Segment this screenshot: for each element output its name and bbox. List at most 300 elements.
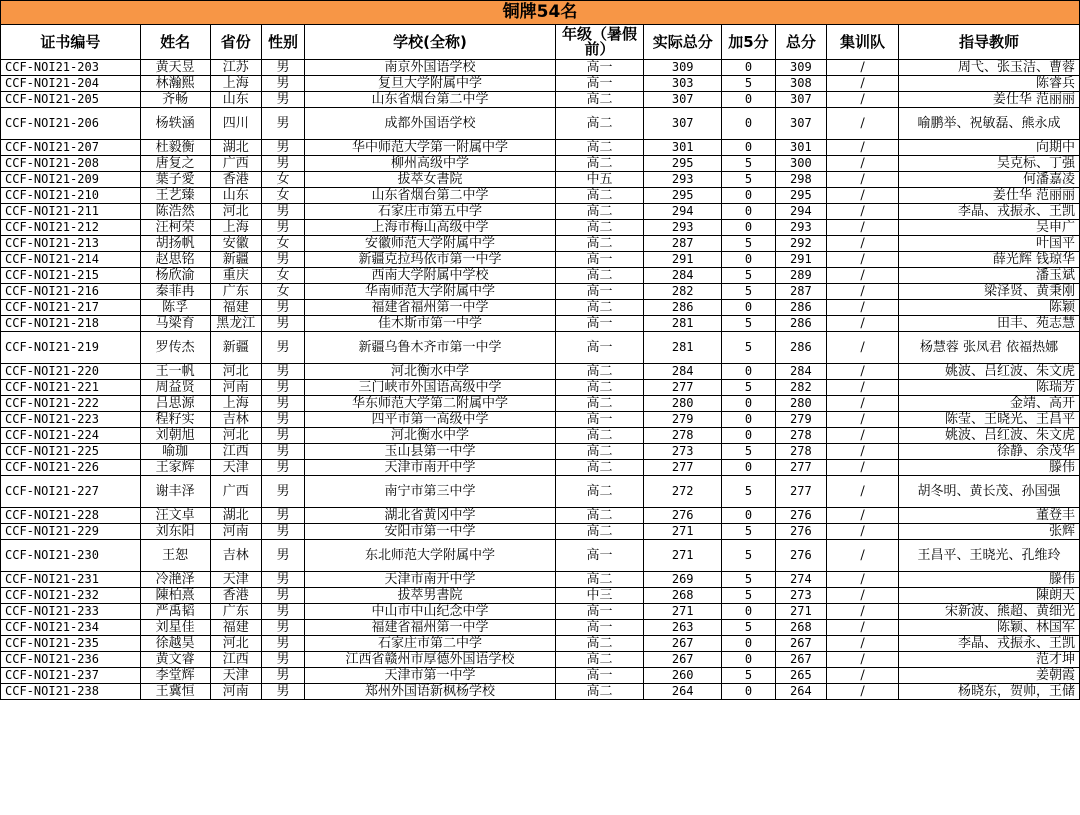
- school-cell: 山东省烟台第二中学: [305, 92, 556, 108]
- total-cell: 278: [775, 428, 826, 444]
- teacher-cell: 周弋、张玉洁、曹蓉: [898, 60, 1079, 76]
- gender-cell: 男: [261, 92, 304, 108]
- school-cell: 华东师范大学第二附属中学: [305, 396, 556, 412]
- grade-cell: 高二: [555, 444, 643, 460]
- province-cell: 广东: [210, 284, 261, 300]
- training-team-cell: /: [827, 252, 899, 268]
- table-row: [1, 156, 1080, 172]
- training-team-cell: /: [827, 140, 899, 156]
- province-cell: 江西: [210, 652, 261, 668]
- grade-cell: 高二: [555, 364, 643, 380]
- province-cell: 河南: [210, 524, 261, 540]
- bonus-cell: 0: [722, 300, 775, 316]
- bonus-cell: 5: [722, 156, 775, 172]
- table-row: [1, 284, 1080, 300]
- column-header: 集训队: [827, 25, 899, 60]
- training-team-cell: /: [827, 508, 899, 524]
- grade-cell: 高二: [555, 140, 643, 156]
- name-cell: 黄天昱: [140, 60, 210, 76]
- school-cell: 天津市第一中学: [305, 668, 556, 684]
- province-cell: 天津: [210, 572, 261, 588]
- table-row: [1, 540, 1080, 572]
- cert-id-cell: CCF-NOI21-203: [1, 60, 141, 76]
- name-cell: 唐复之: [140, 156, 210, 172]
- total-cell: 276: [775, 508, 826, 524]
- raw-score-cell: 268: [644, 588, 722, 604]
- raw-score-cell: 277: [644, 460, 722, 476]
- table-row: [1, 460, 1080, 476]
- name-cell: 林瀚熙: [140, 76, 210, 92]
- training-team-cell: /: [827, 364, 899, 380]
- teacher-cell: 姜朝霞: [898, 668, 1079, 684]
- cert-id-cell: CCF-NOI21-237: [1, 668, 141, 684]
- teacher-cell: 梁泽贤、黄秉刚: [898, 284, 1079, 300]
- teacher-cell: 叶国平: [898, 236, 1079, 252]
- cert-id-cell: CCF-NOI21-208: [1, 156, 141, 172]
- grade-cell: 高一: [555, 540, 643, 572]
- teacher-cell: 吴克标、丁强: [898, 156, 1079, 172]
- training-team-cell: /: [827, 428, 899, 444]
- province-cell: 河北: [210, 428, 261, 444]
- raw-score-cell: 279: [644, 412, 722, 428]
- school-cell: 拔萃男書院: [305, 588, 556, 604]
- bonus-cell: 0: [722, 60, 775, 76]
- gender-cell: 女: [261, 236, 304, 252]
- teacher-cell: 吴申广: [898, 220, 1079, 236]
- total-cell: 293: [775, 220, 826, 236]
- training-team-cell: /: [827, 412, 899, 428]
- raw-score-cell: 269: [644, 572, 722, 588]
- total-cell: 265: [775, 668, 826, 684]
- bonus-cell: 5: [722, 284, 775, 300]
- table-row: [1, 76, 1080, 92]
- cert-id-cell: CCF-NOI21-236: [1, 652, 141, 668]
- school-cell: 华南师范大学附属中学: [305, 284, 556, 300]
- cert-id-cell: CCF-NOI21-224: [1, 428, 141, 444]
- name-cell: 汪柯荣: [140, 220, 210, 236]
- province-cell: 河南: [210, 684, 261, 700]
- training-team-cell: /: [827, 588, 899, 604]
- raw-score-cell: 301: [644, 140, 722, 156]
- gender-cell: 男: [261, 588, 304, 604]
- column-header-row: [1, 25, 1080, 60]
- table-row: [1, 668, 1080, 684]
- table-row: [1, 620, 1080, 636]
- teacher-cell: 董登丰: [898, 508, 1079, 524]
- total-cell: 286: [775, 300, 826, 316]
- table-row: [1, 332, 1080, 364]
- grade-cell: 高二: [555, 524, 643, 540]
- grade-cell: 高二: [555, 156, 643, 172]
- bonus-cell: 0: [722, 204, 775, 220]
- cert-id-cell: CCF-NOI21-217: [1, 300, 141, 316]
- school-cell: 福建省福州第一中学: [305, 620, 556, 636]
- raw-score-cell: 272: [644, 476, 722, 508]
- training-team-cell: /: [827, 476, 899, 508]
- school-cell: 石家庄市第二中学: [305, 636, 556, 652]
- gender-cell: 男: [261, 540, 304, 572]
- bonus-cell: 0: [722, 652, 775, 668]
- raw-score-cell: 273: [644, 444, 722, 460]
- gender-cell: 男: [261, 668, 304, 684]
- grade-cell: 高二: [555, 236, 643, 252]
- cert-id-cell: CCF-NOI21-227: [1, 476, 141, 508]
- total-cell: 287: [775, 284, 826, 300]
- bonus-cell: 0: [722, 220, 775, 236]
- training-team-cell: /: [827, 668, 899, 684]
- gender-cell: 女: [261, 172, 304, 188]
- cert-id-cell: CCF-NOI21-220: [1, 364, 141, 380]
- cert-id-cell: CCF-NOI21-222: [1, 396, 141, 412]
- cert-id-cell: CCF-NOI21-230: [1, 540, 141, 572]
- grade-cell: 高二: [555, 268, 643, 284]
- grade-cell: 高二: [555, 684, 643, 700]
- gender-cell: 男: [261, 364, 304, 380]
- table-row: [1, 252, 1080, 268]
- table-row: [1, 572, 1080, 588]
- grade-cell: 高二: [555, 508, 643, 524]
- table-row: [1, 444, 1080, 460]
- province-cell: 香港: [210, 172, 261, 188]
- title-row: [1, 1, 1080, 25]
- training-team-cell: /: [827, 604, 899, 620]
- bonus-cell: 5: [722, 316, 775, 332]
- grade-cell: 高二: [555, 460, 643, 476]
- cert-id-cell: CCF-NOI21-226: [1, 460, 141, 476]
- raw-score-cell: 281: [644, 316, 722, 332]
- name-cell: 陳柏熹: [140, 588, 210, 604]
- name-cell: 汪文卓: [140, 508, 210, 524]
- grade-cell: 高二: [555, 108, 643, 140]
- column-header: 性别: [261, 25, 304, 60]
- training-team-cell: /: [827, 92, 899, 108]
- grade-cell: 高二: [555, 220, 643, 236]
- teacher-cell: 喻鹏举、祝敏磊、熊永成: [898, 108, 1079, 140]
- total-cell: 268: [775, 620, 826, 636]
- training-team-cell: /: [827, 684, 899, 700]
- raw-score-cell: 293: [644, 220, 722, 236]
- school-cell: 天津市南开中学: [305, 460, 556, 476]
- training-team-cell: /: [827, 652, 899, 668]
- grade-cell: 高一: [555, 412, 643, 428]
- gender-cell: 男: [261, 620, 304, 636]
- province-cell: 广东: [210, 604, 261, 620]
- gender-cell: 女: [261, 268, 304, 284]
- school-cell: 复旦大学附属中学: [305, 76, 556, 92]
- grade-cell: 高一: [555, 252, 643, 268]
- cert-id-cell: CCF-NOI21-215: [1, 268, 141, 284]
- total-cell: 286: [775, 316, 826, 332]
- province-cell: 河北: [210, 364, 261, 380]
- table-row: [1, 524, 1080, 540]
- raw-score-cell: 295: [644, 156, 722, 172]
- raw-score-cell: 267: [644, 652, 722, 668]
- name-cell: 徐越昊: [140, 636, 210, 652]
- gender-cell: 男: [261, 332, 304, 364]
- table-row: [1, 604, 1080, 620]
- teacher-cell: 宋新波、熊超、黄细光: [898, 604, 1079, 620]
- school-cell: 安阳市第一中学: [305, 524, 556, 540]
- raw-score-cell: 264: [644, 684, 722, 700]
- column-header: 年级（暑假前）: [555, 25, 643, 60]
- bonus-cell: 0: [722, 508, 775, 524]
- name-cell: 王恕: [140, 540, 210, 572]
- training-team-cell: /: [827, 268, 899, 284]
- cert-id-cell: CCF-NOI21-223: [1, 412, 141, 428]
- teacher-cell: 滕伟: [898, 460, 1079, 476]
- grade-cell: 高一: [555, 316, 643, 332]
- total-cell: 271: [775, 604, 826, 620]
- table-row: [1, 268, 1080, 284]
- cert-id-cell: CCF-NOI21-232: [1, 588, 141, 604]
- table-row: [1, 60, 1080, 76]
- teacher-cell: 陈瑞芳: [898, 380, 1079, 396]
- province-cell: 江苏: [210, 60, 261, 76]
- province-cell: 天津: [210, 460, 261, 476]
- total-cell: 307: [775, 92, 826, 108]
- grade-cell: 高一: [555, 604, 643, 620]
- school-cell: 成都外国语学校: [305, 108, 556, 140]
- grade-cell: 高二: [555, 636, 643, 652]
- column-header: 总分: [775, 25, 826, 60]
- total-cell: 278: [775, 444, 826, 460]
- raw-score-cell: 277: [644, 380, 722, 396]
- cert-id-cell: CCF-NOI21-205: [1, 92, 141, 108]
- bonus-cell: 0: [722, 636, 775, 652]
- province-cell: 新疆: [210, 252, 261, 268]
- bonus-cell: 5: [722, 76, 775, 92]
- name-cell: 刘星佳: [140, 620, 210, 636]
- grade-cell: 高二: [555, 396, 643, 412]
- table-row: [1, 684, 1080, 700]
- training-team-cell: /: [827, 236, 899, 252]
- name-cell: 葉子愛: [140, 172, 210, 188]
- grade-cell: 高二: [555, 476, 643, 508]
- name-cell: 喻珈: [140, 444, 210, 460]
- name-cell: 马梁育: [140, 316, 210, 332]
- province-cell: 上海: [210, 76, 261, 92]
- cert-id-cell: CCF-NOI21-214: [1, 252, 141, 268]
- gender-cell: 男: [261, 252, 304, 268]
- total-cell: 277: [775, 476, 826, 508]
- bonus-cell: 0: [722, 92, 775, 108]
- name-cell: 刘东阳: [140, 524, 210, 540]
- raw-score-cell: 271: [644, 604, 722, 620]
- cert-id-cell: CCF-NOI21-206: [1, 108, 141, 140]
- cert-id-cell: CCF-NOI21-225: [1, 444, 141, 460]
- teacher-cell: 李晶、戎振永、王凯: [898, 636, 1079, 652]
- grade-cell: 高二: [555, 188, 643, 204]
- gender-cell: 男: [261, 220, 304, 236]
- table-row: [1, 236, 1080, 252]
- teacher-cell: 徐静、余茂华: [898, 444, 1079, 460]
- name-cell: 秦菲冉: [140, 284, 210, 300]
- province-cell: 吉林: [210, 412, 261, 428]
- gender-cell: 男: [261, 380, 304, 396]
- school-cell: 三门峡市外国语高级中学: [305, 380, 556, 396]
- name-cell: 杜毅衡: [140, 140, 210, 156]
- province-cell: 河南: [210, 380, 261, 396]
- training-team-cell: /: [827, 460, 899, 476]
- cert-id-cell: CCF-NOI21-228: [1, 508, 141, 524]
- bonus-cell: 0: [722, 604, 775, 620]
- school-cell: 中山市中山纪念中学: [305, 604, 556, 620]
- total-cell: 286: [775, 332, 826, 364]
- name-cell: 赵思铭: [140, 252, 210, 268]
- grade-cell: 高二: [555, 380, 643, 396]
- name-cell: 陈浩然: [140, 204, 210, 220]
- teacher-cell: 向期中: [898, 140, 1079, 156]
- training-team-cell: /: [827, 444, 899, 460]
- grade-cell: 高二: [555, 300, 643, 316]
- school-cell: 南宁市第三中学: [305, 476, 556, 508]
- table-row: [1, 380, 1080, 396]
- table-row: [1, 588, 1080, 604]
- grade-cell: 高一: [555, 76, 643, 92]
- school-cell: 福建省福州第一中学: [305, 300, 556, 316]
- bonus-cell: 5: [722, 668, 775, 684]
- teacher-cell: 金靖、高开: [898, 396, 1079, 412]
- province-cell: 新疆: [210, 332, 261, 364]
- school-cell: 西南大学附属中学校: [305, 268, 556, 284]
- gender-cell: 男: [261, 412, 304, 428]
- school-cell: 河北衡水中学: [305, 364, 556, 380]
- column-header: 学校(全称): [305, 25, 556, 60]
- table-row: [1, 220, 1080, 236]
- province-cell: 山东: [210, 188, 261, 204]
- raw-score-cell: 271: [644, 540, 722, 572]
- training-team-cell: /: [827, 284, 899, 300]
- table-row: [1, 364, 1080, 380]
- raw-score-cell: 263: [644, 620, 722, 636]
- cert-id-cell: CCF-NOI21-211: [1, 204, 141, 220]
- school-cell: 河北衡水中学: [305, 428, 556, 444]
- province-cell: 黑龙江: [210, 316, 261, 332]
- bonus-cell: 0: [722, 252, 775, 268]
- teacher-cell: 田丰、苑志慧: [898, 316, 1079, 332]
- teacher-cell: 杨慧蓉 张凤君 依福热娜: [898, 332, 1079, 364]
- gender-cell: 男: [261, 76, 304, 92]
- school-cell: 佳木斯市第一中学: [305, 316, 556, 332]
- province-cell: 江西: [210, 444, 261, 460]
- gender-cell: 男: [261, 652, 304, 668]
- total-cell: 267: [775, 636, 826, 652]
- province-cell: 河北: [210, 204, 261, 220]
- school-cell: 江西省赣州市厚德外国语学校: [305, 652, 556, 668]
- name-cell: 吕思源: [140, 396, 210, 412]
- province-cell: 广西: [210, 476, 261, 508]
- province-cell: 吉林: [210, 540, 261, 572]
- school-cell: 玉山县第一中学: [305, 444, 556, 460]
- teacher-cell: 杨晓东，贺帅，王储: [898, 684, 1079, 700]
- table-row: [1, 188, 1080, 204]
- gender-cell: 男: [261, 684, 304, 700]
- teacher-cell: 陈莹、王晓光、王昌平: [898, 412, 1079, 428]
- name-cell: 黄文睿: [140, 652, 210, 668]
- total-cell: 274: [775, 572, 826, 588]
- school-cell: 石家庄市第五中学: [305, 204, 556, 220]
- grade-cell: 高二: [555, 92, 643, 108]
- total-cell: 301: [775, 140, 826, 156]
- gender-cell: 男: [261, 476, 304, 508]
- name-cell: 王一帆: [140, 364, 210, 380]
- training-team-cell: /: [827, 108, 899, 140]
- bonus-cell: 0: [722, 188, 775, 204]
- table-row: [1, 300, 1080, 316]
- province-cell: 福建: [210, 620, 261, 636]
- province-cell: 重庆: [210, 268, 261, 284]
- total-cell: 273: [775, 588, 826, 604]
- table-row: [1, 476, 1080, 508]
- total-cell: 280: [775, 396, 826, 412]
- bonus-cell: 0: [722, 684, 775, 700]
- gender-cell: 男: [261, 428, 304, 444]
- cert-id-cell: CCF-NOI21-204: [1, 76, 141, 92]
- total-cell: 309: [775, 60, 826, 76]
- name-cell: 李堂辉: [140, 668, 210, 684]
- training-team-cell: /: [827, 396, 899, 412]
- name-cell: 王冀恒: [140, 684, 210, 700]
- gender-cell: 男: [261, 300, 304, 316]
- teacher-cell: 姚波、吕红波、朱文虎: [898, 364, 1079, 380]
- cert-id-cell: CCF-NOI21-233: [1, 604, 141, 620]
- teacher-cell: 范才坤: [898, 652, 1079, 668]
- teacher-cell: 王昌平、王晓光、孔维玲: [898, 540, 1079, 572]
- gender-cell: 女: [261, 188, 304, 204]
- school-cell: 新疆克拉玛依市第一中学: [305, 252, 556, 268]
- teacher-cell: 陈颖、林国军: [898, 620, 1079, 636]
- column-header: 证书编号: [1, 25, 141, 60]
- bonus-cell: 0: [722, 108, 775, 140]
- bonus-cell: 5: [722, 620, 775, 636]
- raw-score-cell: 280: [644, 396, 722, 412]
- column-header: 姓名: [140, 25, 210, 60]
- table-row: [1, 396, 1080, 412]
- name-cell: 谢丰泽: [140, 476, 210, 508]
- gender-cell: 男: [261, 204, 304, 220]
- column-header: 加5分: [722, 25, 775, 60]
- raw-score-cell: 260: [644, 668, 722, 684]
- training-team-cell: /: [827, 172, 899, 188]
- table-row: [1, 508, 1080, 524]
- name-cell: 刘朝旭: [140, 428, 210, 444]
- cert-id-cell: CCF-NOI21-218: [1, 316, 141, 332]
- bonus-cell: 5: [722, 332, 775, 364]
- teacher-cell: 李晶、戎振永、王凯: [898, 204, 1079, 220]
- raw-score-cell: 287: [644, 236, 722, 252]
- total-cell: 267: [775, 652, 826, 668]
- name-cell: 周益贤: [140, 380, 210, 396]
- gender-cell: 男: [261, 444, 304, 460]
- grade-cell: 高一: [555, 332, 643, 364]
- school-cell: 四平市第一高级中学: [305, 412, 556, 428]
- bonus-cell: 0: [722, 428, 775, 444]
- raw-score-cell: 293: [644, 172, 722, 188]
- gender-cell: 男: [261, 316, 304, 332]
- school-cell: 南京外国语学校: [305, 60, 556, 76]
- cert-id-cell: CCF-NOI21-207: [1, 140, 141, 156]
- province-cell: 上海: [210, 220, 261, 236]
- table-row: [1, 140, 1080, 156]
- teacher-cell: 姜仕华 范丽丽: [898, 92, 1079, 108]
- bonus-cell: 0: [722, 412, 775, 428]
- school-cell: 新疆乌鲁木齐市第一中学: [305, 332, 556, 364]
- total-cell: 295: [775, 188, 826, 204]
- grade-cell: 高一: [555, 620, 643, 636]
- gender-cell: 男: [261, 156, 304, 172]
- total-cell: 298: [775, 172, 826, 188]
- grade-cell: 高二: [555, 204, 643, 220]
